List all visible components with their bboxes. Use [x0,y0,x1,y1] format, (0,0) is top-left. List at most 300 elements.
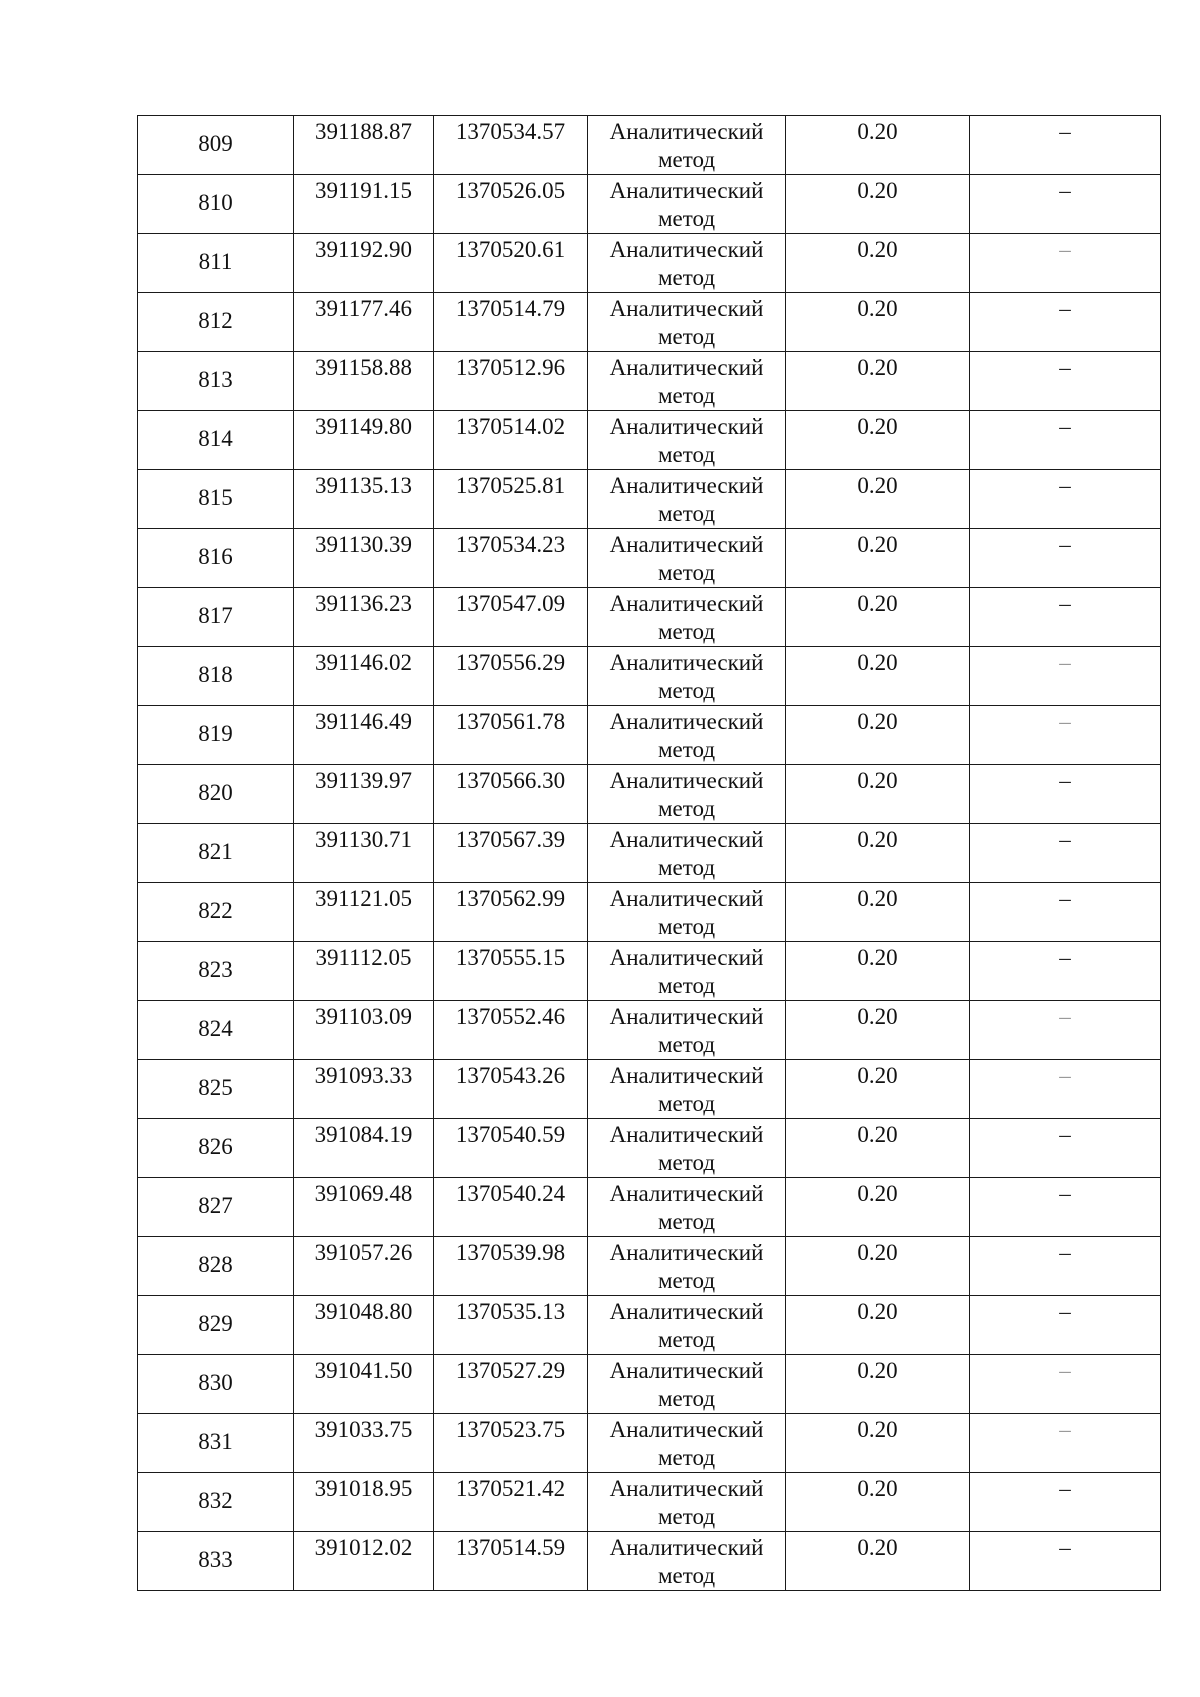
note-cell [970,647,1161,706]
point-number: 828 [198,1252,233,1277]
method-line-2: метод [657,914,716,939]
method-line-1: Аналитический [609,1476,764,1501]
table-row [138,1532,1161,1591]
table-row [138,116,1161,175]
method-line-1: Аналитический [609,355,764,380]
method-text [588,529,785,587]
y-coordinate-cell [434,1473,588,1532]
point-number-cell [138,1001,294,1060]
accuracy-value: 0.20 [857,1299,898,1324]
note-dash: – [1059,945,1071,970]
x-coordinate-cell [294,175,434,234]
accuracy-cell [786,647,970,706]
point-number: 816 [198,544,233,569]
x-coordinate-cell [294,942,434,1001]
method-text [588,1178,785,1236]
method-text [588,1473,785,1531]
x-coordinate-cell [294,1178,434,1237]
point-number-cell [138,1119,294,1178]
note-cell [970,942,1161,1001]
method-line-2: метод [657,1091,716,1116]
point-number: 832 [198,1488,233,1513]
method-line-2: метод [657,147,716,172]
note-dash: – [1059,1299,1071,1324]
y-coordinate: 1370535.13 [455,1299,566,1324]
method-line-1: Аналитический [609,1358,764,1383]
method-text [588,1060,785,1118]
accuracy-cell [786,1355,970,1414]
method-text [588,411,785,469]
x-coordinate: 391146.02 [315,650,412,675]
point-number: 825 [198,1075,233,1100]
table-row [138,411,1161,470]
point-number: 811 [198,249,233,274]
method-line-1: Аналитический [609,473,764,498]
accuracy-cell [786,883,970,942]
accuracy-value: 0.20 [857,591,898,616]
point-number-cell [138,1473,294,1532]
y-coordinate: 1370562.99 [455,886,566,911]
y-coordinate-cell [434,765,588,824]
note-dash: – [1059,355,1071,380]
point-number: 823 [198,957,233,982]
x-coordinate: 391012.02 [314,1535,413,1560]
note-cell [970,234,1161,293]
point-number-cell [138,706,294,765]
y-coordinate: 1370539.98 [455,1240,566,1265]
method-text [588,1001,785,1059]
point-number: 814 [198,426,233,451]
method-text [588,765,785,823]
method-cell [588,1532,786,1591]
table-row [138,1237,1161,1296]
method-cell [588,1119,786,1178]
table-row [138,1001,1161,1060]
table-row [138,765,1161,824]
x-coordinate: 391177.46 [315,296,412,321]
point-number: 819 [198,721,233,746]
point-number-cell [138,765,294,824]
table-row [138,824,1161,883]
table-row [138,529,1161,588]
method-line-1: Аналитический [609,414,764,439]
x-coordinate: 391018.95 [314,1476,413,1501]
table-row [138,175,1161,234]
accuracy-value: 0.20 [857,414,898,439]
note-cell [970,293,1161,352]
y-coordinate-cell [434,706,588,765]
accuracy-cell [786,1178,970,1237]
point-number-cell [138,647,294,706]
method-cell [588,883,786,942]
method-text [588,1119,785,1177]
note-dash: – [1059,1181,1071,1206]
table-row [138,1060,1161,1119]
x-coordinate: 391057.26 [314,1240,413,1265]
note-cell [970,1414,1161,1473]
method-line-2: метод [657,265,716,290]
x-coordinate-cell [294,706,434,765]
y-coordinate-cell [434,293,588,352]
point-number: 827 [198,1193,233,1218]
point-number-cell [138,1178,294,1237]
method-cell [588,824,786,883]
accuracy-cell [786,470,970,529]
method-text [588,293,785,351]
note-cell [970,116,1161,175]
method-line-2: метод [657,619,716,644]
method-cell [588,293,786,352]
accuracy-cell [786,765,970,824]
y-coordinate: 1370512.96 [455,355,566,380]
table-body [138,116,1161,1591]
note-dash: – [1059,650,1071,675]
point-number-cell [138,1532,294,1591]
y-coordinate-cell [434,824,588,883]
accuracy-value: 0.20 [857,1063,898,1088]
table-row [138,706,1161,765]
method-line-2: метод [657,442,716,467]
note-cell [970,470,1161,529]
note-dash: – [1059,532,1071,557]
method-cell [588,706,786,765]
y-coordinate: 1370514.02 [455,414,566,439]
note-dash: – [1059,591,1071,616]
point-number-cell [138,411,294,470]
y-coordinate: 1370547.09 [455,591,566,616]
method-line-1: Аналитический [609,827,764,852]
y-coordinate: 1370525.81 [455,473,566,498]
note-dash: – [1059,1535,1071,1560]
method-line-1: Аналитический [609,532,764,557]
note-dash: – [1059,414,1071,439]
y-coordinate-cell [434,1296,588,1355]
method-line-2: метод [657,324,716,349]
point-number: 813 [198,367,233,392]
method-line-1: Аналитический [609,768,764,793]
note-cell [970,883,1161,942]
accuracy-cell [786,824,970,883]
accuracy-value: 0.20 [857,1240,898,1265]
note-dash: – [1059,1240,1071,1265]
table-row [138,470,1161,529]
point-number: 833 [198,1547,233,1572]
method-line-1: Аналитический [609,650,764,675]
x-coordinate-cell [294,1532,434,1591]
y-coordinate-cell [434,942,588,1001]
x-coordinate: 391130.71 [315,827,412,852]
method-cell [588,1296,786,1355]
accuracy-cell [786,175,970,234]
note-dash: – [1059,827,1071,852]
accuracy-value: 0.20 [857,296,898,321]
y-coordinate-cell [434,1237,588,1296]
method-line-2: метод [657,501,716,526]
x-coordinate-cell [294,1296,434,1355]
point-number-cell [138,116,294,175]
method-line-2: метод [657,973,716,998]
method-text [588,706,785,764]
method-text [588,234,785,292]
method-line-2: метод [657,1445,716,1470]
note-cell [970,529,1161,588]
accuracy-cell [786,293,970,352]
note-cell [970,1060,1161,1119]
method-line-1: Аналитический [609,591,764,616]
x-coordinate: 391103.09 [315,1004,412,1029]
accuracy-cell [786,116,970,175]
method-cell [588,1355,786,1414]
point-number: 820 [198,780,233,805]
x-coordinate-cell [294,1119,434,1178]
method-text [588,352,785,410]
method-line-2: метод [657,855,716,880]
point-number-cell [138,234,294,293]
accuracy-value: 0.20 [857,119,898,144]
method-cell [588,1414,786,1473]
x-coordinate-cell [294,116,434,175]
point-number-cell [138,1296,294,1355]
method-text [588,175,785,233]
point-number-cell [138,529,294,588]
method-cell [588,116,786,175]
note-cell [970,1119,1161,1178]
point-number-cell [138,824,294,883]
y-coordinate: 1370540.24 [455,1181,566,1206]
method-line-1: Аналитический [609,1240,764,1265]
accuracy-cell [786,352,970,411]
x-coordinate-cell [294,1473,434,1532]
x-coordinate: 391084.19 [314,1122,413,1147]
x-coordinate: 391093.33 [314,1063,413,1088]
note-dash: – [1059,473,1071,498]
accuracy-value: 0.20 [857,1535,898,1560]
method-line-2: метод [657,1563,716,1588]
y-coordinate: 1370534.23 [455,532,566,557]
x-coordinate: 391033.75 [314,1417,413,1442]
accuracy-value: 0.20 [857,709,898,734]
y-coordinate-cell [434,1119,588,1178]
point-number: 818 [198,662,233,687]
note-cell [970,1001,1161,1060]
accuracy-cell [786,411,970,470]
accuracy-value: 0.20 [857,1417,898,1442]
point-number: 831 [198,1429,233,1454]
method-line-1: Аналитический [609,178,764,203]
y-coordinate-cell [434,529,588,588]
method-line-1: Аналитический [609,1417,764,1442]
method-line-2: метод [657,1504,716,1529]
method-text [588,1355,785,1413]
note-dash: – [1059,178,1071,203]
note-cell [970,1178,1161,1237]
x-coordinate: 391191.15 [315,178,412,203]
y-coordinate: 1370534.57 [455,119,566,144]
table-row [138,647,1161,706]
x-coordinate: 391130.39 [315,532,412,557]
accuracy-cell [786,234,970,293]
method-line-2: метод [657,1032,716,1057]
point-number-cell [138,352,294,411]
point-number: 815 [198,485,233,510]
x-coordinate-cell [294,883,434,942]
accuracy-cell [786,1060,970,1119]
y-coordinate: 1370527.29 [455,1358,566,1383]
y-coordinate-cell [434,411,588,470]
note-dash: – [1059,296,1071,321]
x-coordinate: 391041.50 [314,1358,413,1383]
table-row [138,1178,1161,1237]
method-cell [588,175,786,234]
note-cell [970,1237,1161,1296]
y-coordinate: 1370521.42 [455,1476,566,1501]
method-line-1: Аналитический [609,709,764,734]
accuracy-value: 0.20 [857,1181,898,1206]
method-line-1: Аналитический [609,1299,764,1324]
method-cell [588,1237,786,1296]
x-coordinate-cell [294,647,434,706]
y-coordinate-cell [434,1532,588,1591]
x-coordinate: 391136.23 [315,591,412,616]
method-text [588,1237,785,1295]
accuracy-value: 0.20 [857,473,898,498]
method-line-2: метод [657,383,716,408]
table-row [138,293,1161,352]
y-coordinate: 1370556.29 [455,650,566,675]
y-coordinate: 1370552.46 [455,1004,566,1029]
note-dash: – [1059,119,1071,144]
x-coordinate-cell [294,588,434,647]
x-coordinate-cell [294,1001,434,1060]
method-line-1: Аналитический [609,296,764,321]
method-line-1: Аналитический [609,1004,764,1029]
note-dash: – [1059,1476,1071,1501]
accuracy-cell [786,1001,970,1060]
x-coordinate: 391149.80 [315,414,412,439]
method-text [588,942,785,1000]
y-coordinate: 1370514.59 [455,1535,566,1560]
note-dash: – [1059,886,1071,911]
method-cell [588,470,786,529]
point-number-cell [138,1414,294,1473]
y-coordinate: 1370566.30 [455,768,566,793]
method-line-1: Аналитический [609,1181,764,1206]
point-number: 810 [198,190,233,215]
accuracy-value: 0.20 [857,532,898,557]
method-line-2: метод [657,796,716,821]
point-number: 817 [198,603,233,628]
y-coordinate: 1370514.79 [455,296,566,321]
y-coordinate: 1370567.39 [455,827,566,852]
x-coordinate-cell [294,1060,434,1119]
accuracy-cell [786,1532,970,1591]
method-line-2: метод [657,1386,716,1411]
accuracy-value: 0.20 [857,827,898,852]
method-cell [588,647,786,706]
accuracy-value: 0.20 [857,1358,898,1383]
point-number-cell [138,883,294,942]
note-dash: – [1059,237,1071,262]
accuracy-cell [786,1473,970,1532]
y-coordinate-cell [434,588,588,647]
x-coordinate-cell [294,411,434,470]
y-coordinate-cell [434,1001,588,1060]
note-dash: – [1059,1417,1071,1442]
y-coordinate: 1370523.75 [455,1417,566,1442]
x-coordinate-cell [294,529,434,588]
point-number: 812 [198,308,233,333]
table-row [138,234,1161,293]
point-number: 830 [198,1370,233,1395]
table-row [138,883,1161,942]
accuracy-value: 0.20 [857,650,898,675]
point-number-cell [138,1355,294,1414]
accuracy-value: 0.20 [857,945,898,970]
note-dash: – [1059,1004,1071,1029]
y-coordinate: 1370520.61 [455,237,566,262]
method-line-2: метод [657,678,716,703]
method-cell [588,1473,786,1532]
method-line-2: метод [657,1150,716,1175]
x-coordinate: 391146.49 [315,709,412,734]
note-cell [970,824,1161,883]
point-number: 821 [198,839,233,864]
y-coordinate: 1370540.59 [455,1122,566,1147]
note-cell [970,1355,1161,1414]
y-coordinate-cell [434,352,588,411]
note-dash: – [1059,768,1071,793]
method-text [588,470,785,528]
method-line-2: метод [657,1327,716,1352]
note-cell [970,1296,1161,1355]
accuracy-cell [786,942,970,1001]
method-cell [588,942,786,1001]
x-coordinate: 391188.87 [315,119,412,144]
method-line-1: Аналитический [609,119,764,144]
method-text [588,1296,785,1354]
x-coordinate: 391112.05 [315,945,412,970]
table-row [138,352,1161,411]
y-coordinate-cell [434,1355,588,1414]
x-coordinate-cell [294,1355,434,1414]
y-coordinate: 1370555.15 [455,945,566,970]
coordinates-table [137,115,1161,1591]
note-cell [970,706,1161,765]
x-coordinate-cell [294,765,434,824]
point-number-cell [138,1060,294,1119]
point-number-cell [138,588,294,647]
table-row [138,588,1161,647]
accuracy-cell [786,1414,970,1473]
x-coordinate: 391048.80 [314,1299,413,1324]
note-cell [970,1532,1161,1591]
point-number: 822 [198,898,233,923]
x-coordinate: 391121.05 [315,886,412,911]
accuracy-cell [786,1296,970,1355]
method-line-1: Аналитический [609,886,764,911]
x-coordinate-cell [294,352,434,411]
x-coordinate-cell [294,470,434,529]
method-cell [588,588,786,647]
accuracy-cell [786,529,970,588]
method-line-2: метод [657,737,716,762]
method-text [588,883,785,941]
method-cell [588,529,786,588]
method-line-1: Аналитический [609,1122,764,1147]
x-coordinate-cell [294,234,434,293]
note-cell [970,1473,1161,1532]
method-cell [588,765,786,824]
